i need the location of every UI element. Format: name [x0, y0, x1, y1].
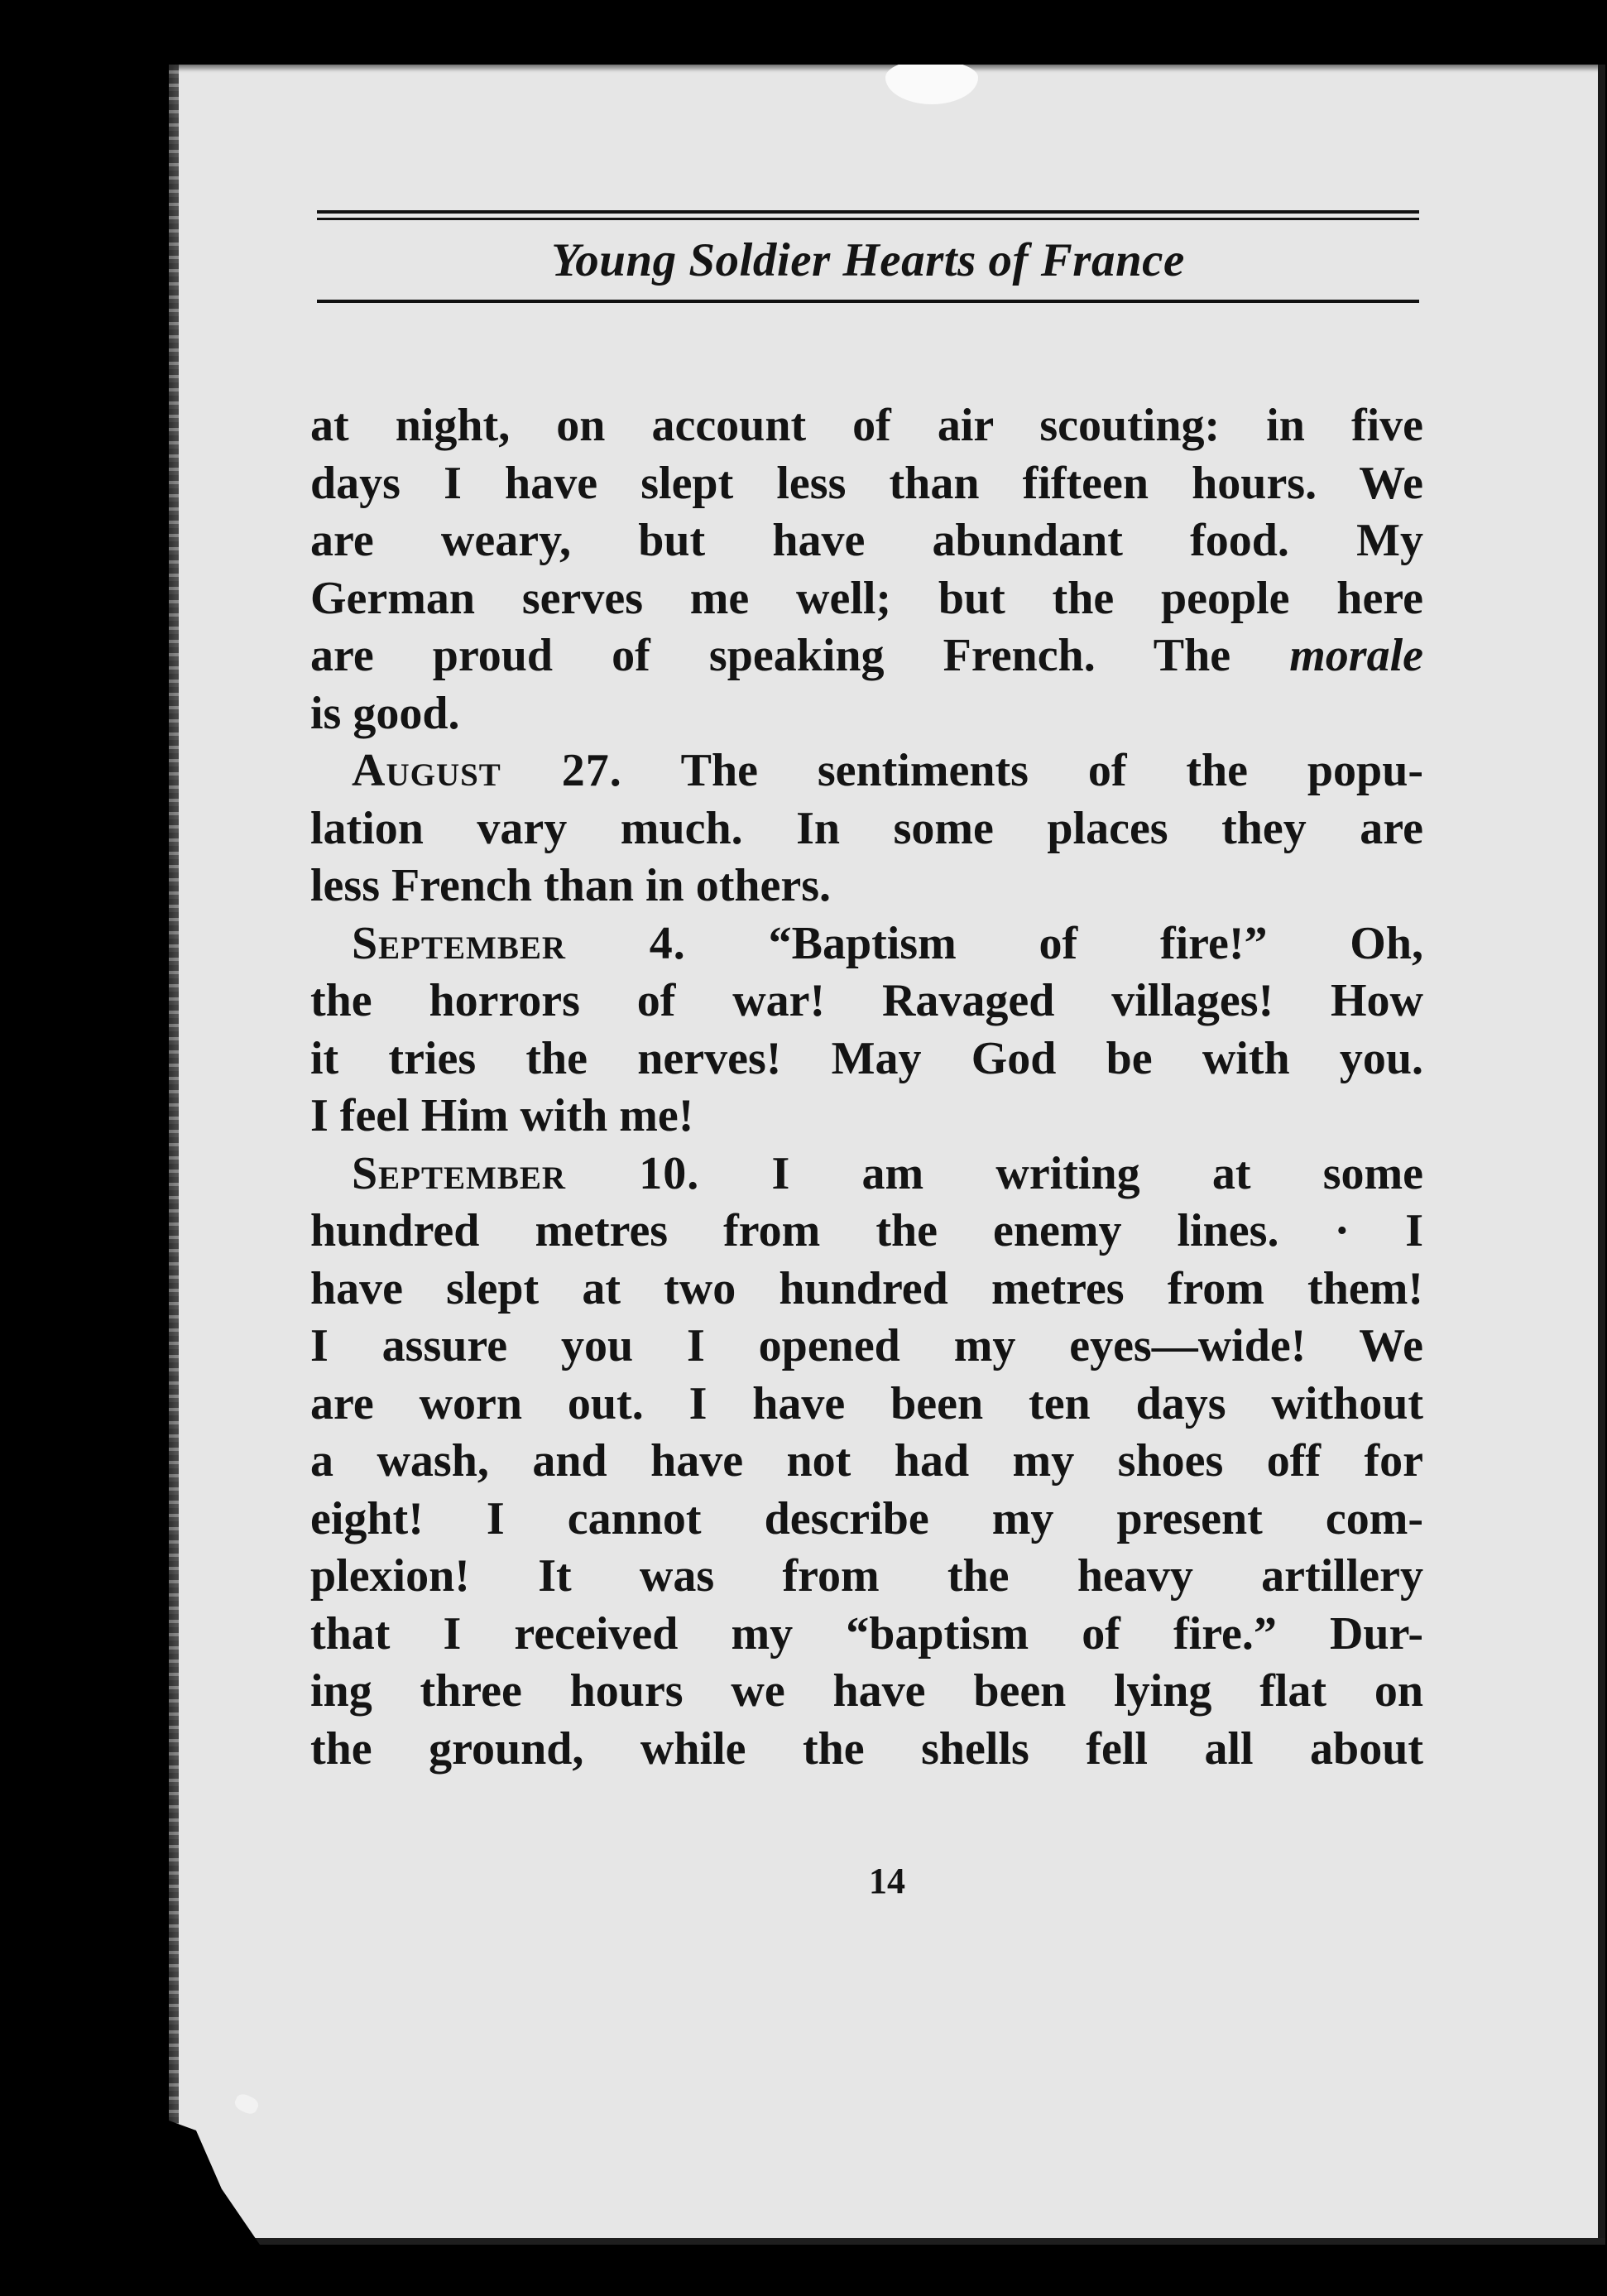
- torn-corner: [169, 2121, 260, 2245]
- page-number: 14: [869, 1861, 905, 1901]
- text-line: that I received my “baptism of fire.” Dur-: [310, 1607, 1423, 1660]
- entry-date: September 10.: [352, 1147, 700, 1199]
- text-line: are worn out. I have been ten days without: [310, 1377, 1423, 1429]
- page-gutter-edge: [169, 65, 179, 2245]
- text-run: “Baptism of fire!” Oh,: [768, 917, 1423, 969]
- text-run: I am writing at some: [771, 1147, 1424, 1199]
- text-line: [310, 915, 1423, 973]
- text-run: The sentiments of the popu-: [680, 745, 1423, 796]
- text-line: is good.: [310, 687, 460, 739]
- italic-word-morale: morale: [1289, 630, 1424, 681]
- paper-tear-mark: [885, 65, 978, 104]
- text-line: the horrors of war! Ravaged villages! How: [310, 975, 1423, 1026]
- text-line: less French than in others.: [310, 860, 831, 911]
- text-line: I feel Him with me!: [310, 1090, 694, 1141]
- entry-date: August 27.: [352, 745, 622, 796]
- text-line: it tries the nerves! May God be with you.: [310, 1032, 1423, 1084]
- page-bottom-edge: [169, 2238, 1605, 2245]
- header-rule-top-2: [317, 218, 1419, 220]
- text-line: lation vary much. In some places they are: [310, 802, 1423, 854]
- running-head-title: Young Soldier Hearts of France: [551, 234, 1185, 286]
- text-line: plexion! It was from the heavy artillery: [310, 1550, 1423, 1602]
- text-line: I assure you I opened my eyes—wide! We: [310, 1320, 1423, 1371]
- header-rule-top: [317, 210, 1419, 214]
- body-text: [310, 397, 1423, 1778]
- text-line: ing three hours we have been lying flat on: [310, 1665, 1423, 1717]
- page-right-edge: [1598, 65, 1605, 2245]
- text-line: days I have slept less than fifteen hours. We: [310, 457, 1423, 509]
- text-line: German serves me well; but the people here: [310, 572, 1423, 624]
- text-line: a wash, and have not had my shoes off for: [310, 1435, 1423, 1487]
- text-line: have slept at two hundred metres from them!: [310, 1262, 1423, 1314]
- running-header: [317, 210, 1419, 303]
- text-run: are proud of speaking French. The: [310, 630, 1231, 681]
- text-line: are weary, but have abundant food. My: [310, 515, 1423, 566]
- header-rule-bottom: [317, 300, 1419, 303]
- text-line: the ground, while the shells fell all about: [310, 1722, 1423, 1775]
- entry-date: September 4.: [352, 917, 686, 969]
- text-line: eight! I cannot describe my present com-: [310, 1492, 1423, 1544]
- text-line: [310, 627, 1423, 685]
- text-line: hundred metres from the enemy lines. · I: [310, 1205, 1423, 1256]
- text-line: [310, 742, 1423, 800]
- paper-flake: [233, 2092, 261, 2116]
- text-line: [310, 1146, 1423, 1203]
- text-line: at night, on account of air scouting: in five: [310, 400, 1423, 451]
